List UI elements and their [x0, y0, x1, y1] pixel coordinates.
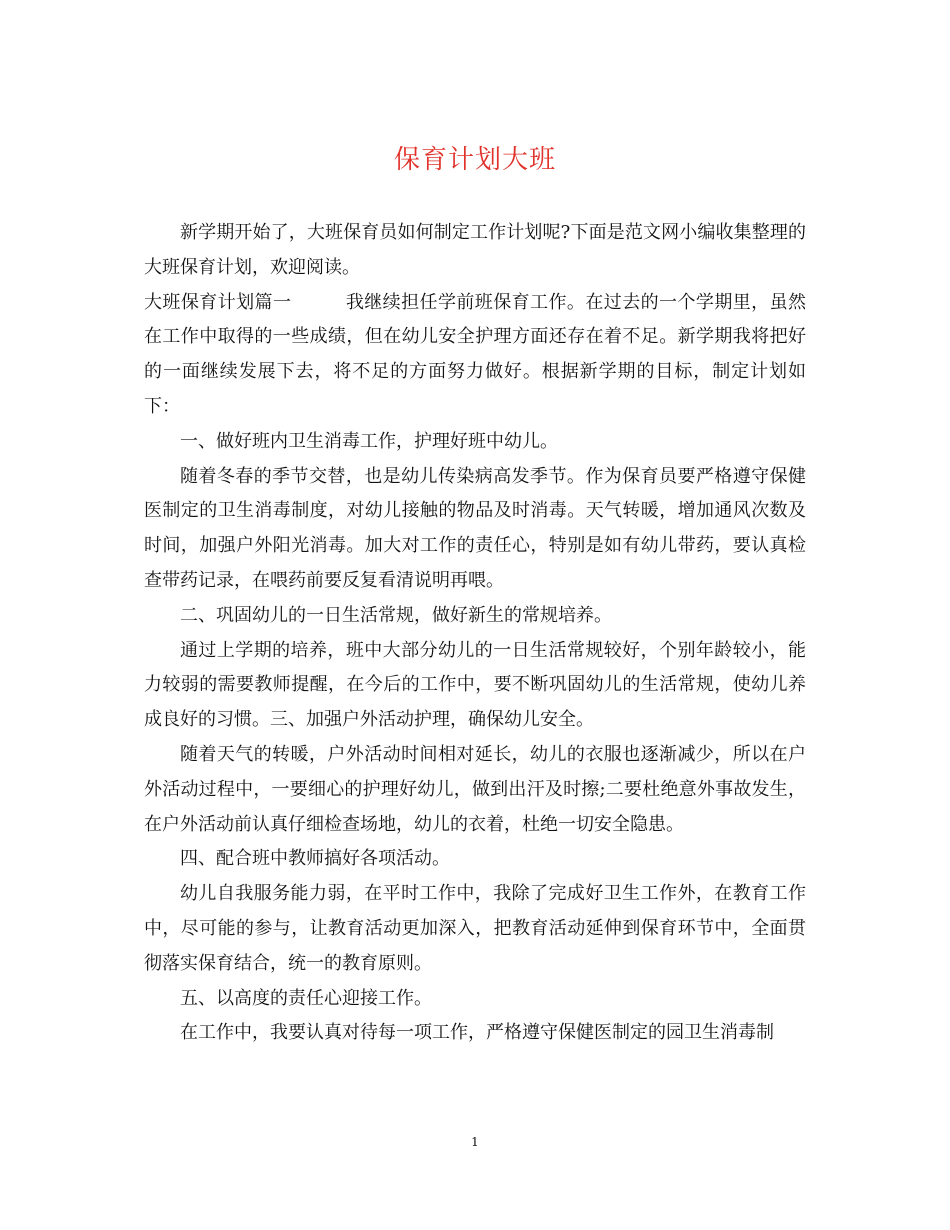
- heading-section-5: [144, 982, 806, 1017]
- paragraph-section-4: [144, 877, 806, 981]
- paragraph-text: 新学期开始了，大班保育员如何制定工作计划呢?下面是范文网小编收集整理的大班保育计划，欢迎阅读。: [144, 222, 806, 278]
- paragraph-text: 随着天气的转暖，户外活动时间相对延长，幼儿的衣服也逐渐减少，所以在户外活动过程中，一要细心的护理好幼儿，做到出汗及时擦;二要杜绝意外事故发生，在户外活动前认真仔细检查场地，幼儿的衣着，杜绝一切安全隐患。: [144, 743, 806, 835]
- paragraph-text: 我继续担任学前班保育工作。在过去的一个学期里，虽然在工作中取得的一些成绩，但在幼儿安全护理方面还存在着不足。新学期我将把好的一面继续发展下去，将不足的方面努力做好。根据新学期的目标，制定计划如下：: [144, 291, 807, 417]
- page-number: 1: [471, 1135, 479, 1149]
- heading-section-1: [144, 425, 806, 460]
- section-heading: 四、配合班中教师搞好各项活动。: [180, 848, 450, 870]
- paragraph-text: 随着冬春的季节交替，也是幼儿传染病高发季节。作为保育员要严格遵守保健医制定的卫生消毒制度，对幼儿接触的物品及时消毒。天气转暖，增加通风次数及时间，加强户外阳光消毒。加大对工作的责任心，特别是如有幼儿带药，要认真检查带药记录，在喂药前要反复看清说明再喂。: [144, 465, 806, 591]
- section-heading: 一、做好班内卫生消毒工作，护理好班中幼儿。: [180, 430, 558, 452]
- section-heading: 二、巩固幼儿的一日生活常规，做好新生的常规培养。: [180, 604, 612, 626]
- page-title: 保育计划大班: [393, 145, 556, 175]
- heading-section-2: [144, 599, 806, 634]
- document-body: [144, 216, 806, 1051]
- section-lead: 大班保育计划篇一: [144, 291, 292, 313]
- paragraph-section-3: [144, 738, 806, 842]
- paragraph-section-1: [144, 460, 806, 599]
- paragraph-plan-one: [144, 286, 806, 425]
- paragraph-text: 在工作中，我要认真对待每一项工作，严格遵守保健医制定的园卫生消毒制: [180, 1022, 774, 1044]
- paragraph-section-2: [144, 634, 806, 738]
- heading-section-4: [144, 842, 806, 877]
- paragraph-text: 通过上学期的培养，班中大部分幼儿的一日生活常规较好，个别年龄较小，能力较弱的需要教师提醒，在今后的工作中，要不断巩固幼儿的生活常规，使幼儿养成良好的习惯。三、加强户外活动护理，确保幼儿安全。: [144, 639, 806, 731]
- paragraph-section-5: [144, 1016, 806, 1051]
- section-heading: 五、以高度的责任心迎接工作。: [180, 987, 432, 1009]
- paragraph-text: 幼儿自我服务能力弱，在平时工作中，我除了完成好卫生工作外，在教育工作中，尽可能的参与，让教育活动更加深入，把教育活动延伸到保育环节中，全面贯彻落实保育结合，统一的教育原则。: [144, 883, 806, 974]
- paragraph-intro: [144, 216, 806, 286]
